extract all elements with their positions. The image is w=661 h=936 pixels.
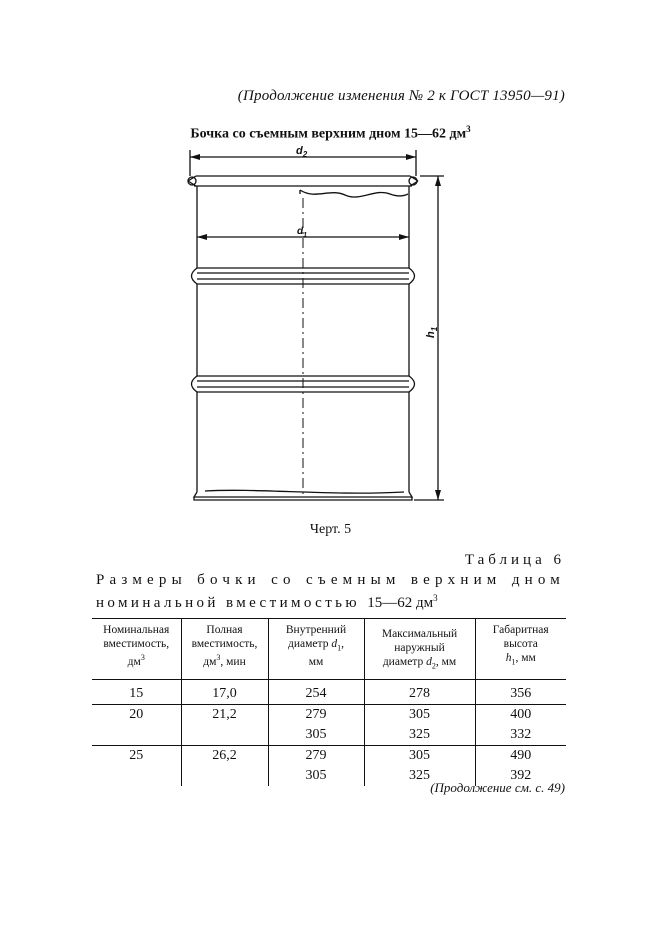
cell-full (181, 725, 268, 746)
document-header: (Продолжение изменения № 2 к ГОСТ 13950—91) (237, 88, 565, 104)
cell-outer: 325 (364, 725, 475, 746)
d1-label: $d_1$ (297, 226, 308, 239)
d2-label: $d_2$ (296, 145, 308, 159)
cell-height: 490 (475, 746, 566, 767)
cell-height: 400 (475, 705, 566, 726)
cell-nominal (92, 725, 181, 746)
cell-nominal: 20 (92, 705, 181, 726)
col-height-header: Габаритная высота $h_1$, мм (475, 619, 566, 680)
col-full-header: Полная вместимость, $дм^3$, мин (181, 619, 268, 680)
dimensions-table (92, 618, 566, 786)
cell-nominal (92, 766, 181, 786)
col-nominal-header: Номинальная вместимость, $дм^3$ (92, 619, 181, 680)
table-title-line2: номинальной вместимостью 15—62 $дм^3$ (96, 593, 438, 611)
cell-nominal: 15 (129, 686, 144, 702)
table-row (92, 680, 566, 705)
cell-full: 21,2 (181, 705, 268, 726)
table-row (92, 725, 566, 746)
cell-full: 17,0 (181, 680, 268, 705)
cell-outer: 325 (364, 766, 475, 786)
col-outer-header: Максимальный наружный диаметр $d_2$, мм (364, 619, 475, 680)
cell-inner: 305 (268, 766, 364, 786)
cell-full: 26,2 (181, 746, 268, 767)
cell-outer: 305 (364, 705, 475, 726)
table-title (96, 571, 565, 612)
continuation-note: (Продолжение см. с. 49) (430, 780, 565, 795)
h1-label: $h_1$ (425, 326, 439, 338)
figure-title-text: Бочка со съемным верхним дном 15—62 дм (190, 126, 467, 142)
table-row (92, 746, 566, 767)
cell-nominal: 25 (92, 746, 181, 767)
cell-full (181, 766, 268, 786)
col-inner-header: Внутренний диаметр $d_1$, мм (268, 619, 364, 680)
figure-caption: Черт. 5 (309, 522, 352, 537)
cell-outer: 305 (364, 746, 475, 767)
table-title-line1: Размеры бочки со съемным верхним дном (96, 572, 565, 588)
top-rim (194, 176, 412, 186)
cell-height: 392 (475, 766, 566, 786)
cell-height: 332 (475, 725, 566, 746)
cell-outer: 278 (364, 680, 475, 705)
table-header-row (92, 619, 566, 680)
cell-inner: 305 (268, 725, 364, 746)
inner-break (300, 190, 408, 197)
cell-inner: 279 (268, 746, 364, 767)
cell-height: 356 (475, 680, 566, 705)
cell-inner: 279 (268, 705, 364, 726)
figure-title-sup: 3 (466, 124, 471, 134)
cell-inner: 254 (268, 680, 364, 705)
table-label: Таблица 6 (464, 552, 565, 568)
table-row (92, 705, 566, 726)
